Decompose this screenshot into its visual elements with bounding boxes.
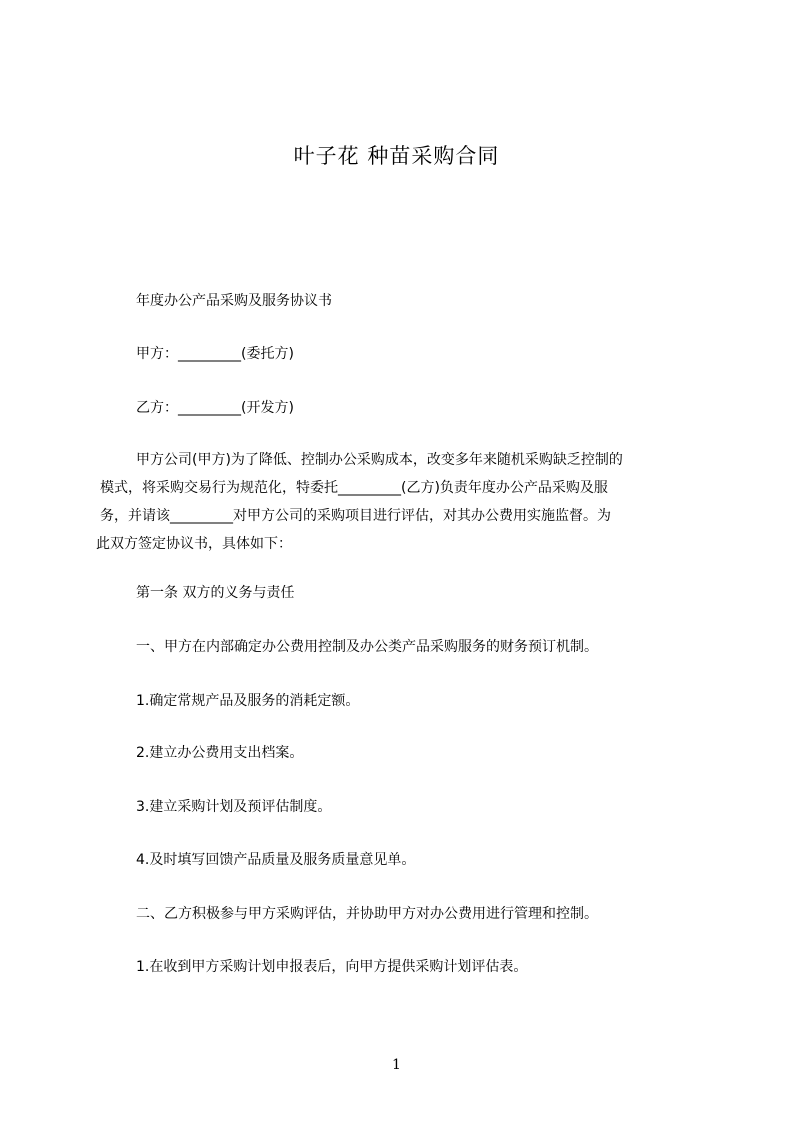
intro-line: 务，并请该_________对甲方公司的采购项目进行评估，对其办公费用实施监督。为 [100,508,611,524]
section-a-heading: 一、甲方在内部确定办公费用控制及办公类产品采购服务的财务预订机制。 [136,639,598,655]
article-1-heading: 第一条 双方的义务与责任 [136,585,295,601]
section-a-item: 2.建立办公费用支出档案。 [136,745,304,761]
intro-paragraph [96,446,702,558]
intro-line: 模式，将采购交易行为规范化，特委托_________(乙方)负责年度办公产品采购及服 [100,480,608,496]
party-b-line: 乙方：_________(开发方) [136,400,294,416]
intro-line: 甲方公司(甲方)为了降低、控制办公采购成本，改变多年来随机采购缺乏控制的 [136,452,623,468]
section-a-item: 4.及时填写回馈产品质量及服务质量意见单。 [136,852,416,868]
intro-line: 此双方签定协议书，具体如下： [96,536,292,552]
document-title: 叶子花 种苗采购合同 [293,144,500,168]
agreement-name: 年度办公产品采购及服务协议书 [136,293,332,309]
section-a-item: 3.建立采购计划及预评估制度。 [136,799,332,815]
section-a-item: 1.确定常规产品及服务的消耗定额。 [136,693,360,709]
section-b-item: 1.在收到甲方采购计划申报表后，向甲方提供采购计划评估表。 [136,959,528,975]
section-b-heading: 二、乙方积极参与甲方采购评估，并协助甲方对办公费用进行管理和控制。 [136,906,598,922]
party-a-line: 甲方：_________(委托方) [136,346,294,362]
page-number: 1 [392,1057,401,1073]
